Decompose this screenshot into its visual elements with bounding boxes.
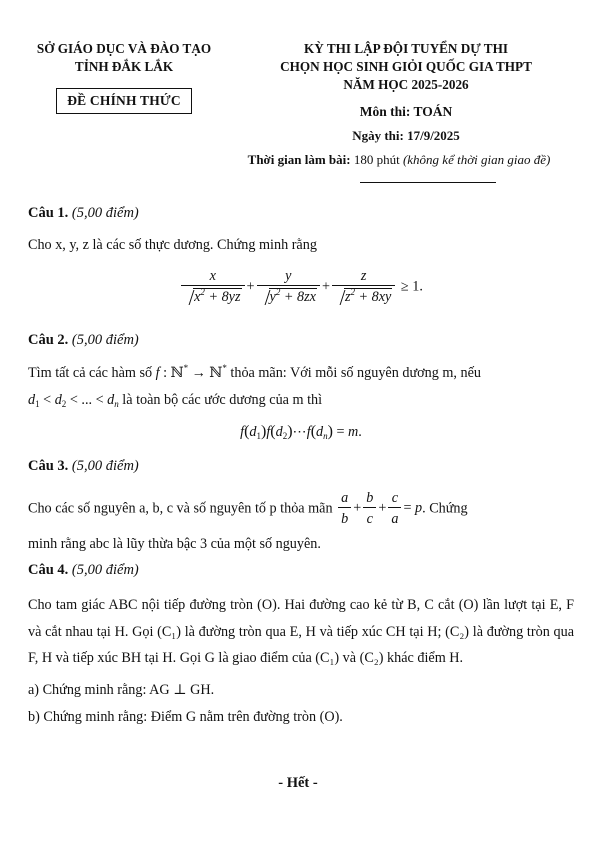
question-2-text-b: thỏa mãn: Với mỗi số nguyên dương m, nếu [230,365,482,381]
question-2 [28,330,574,442]
question-4-label: Câu 4. [28,562,69,578]
exam-title-line2: CHỌN HỌC SINH GIỎI QUỐC GIA THPT [280,59,532,74]
question-3-points: (5,00 điểm) [71,458,139,474]
department-header [26,40,222,114]
question-1-inequality: $\frac{x}{x^2 + 8yz}$ + $\frac{y}{y^2 + 8zx}$ + $\frac{z}{z^2 + 8xy}$ ≥ 1. [28,268,574,306]
question-3-label: Câu 3. [28,458,69,474]
duration-label: Thời gian làm bài: [247,152,351,167]
question-4-part-a: a) Chứng minh rằng: AG ⊥ GH. [28,681,215,698]
end-marker: - Hết - [278,775,318,791]
exam-duration [218,151,580,169]
question-2-text-a: Tìm tất cả các hàm số [28,365,153,381]
question-1-points: (5,00 điểm) [71,205,139,221]
question-4-title [28,560,574,580]
question-3-text-a: Cho các số nguyên a, b, c và số nguyên tố p thỏa mãn [28,500,333,517]
question-3-text [28,490,574,528]
divisor-chain: $d_1 < d_2$ < ... < $d_n$ [28,392,119,409]
question-2-label: Câu 2. [28,332,69,348]
question-4 [28,560,574,727]
question-1-label: Câu 1. [28,205,69,221]
question-4-points: (5,00 điểm) [71,562,139,578]
function-notation: f : ℕ* → ℕ* [155,363,227,381]
question-3-condition: $\frac{a}{b}$ + $\frac{b}{c}$ + $\frac{c}{a}$ = p [336,500,422,516]
department-name: SỞ GIÁO DỤC VÀ ĐÀO TẠO [36,41,212,56]
question-2-title [28,330,574,350]
question-3-title [28,456,574,476]
question-2-text [28,363,574,383]
question-3-text-b: . Chứng [422,500,468,517]
question-1-text: Cho x, y, z là các số thực dương. Chứng minh rằng [28,237,317,253]
question-3 [28,456,574,554]
question-2-text-line2 [28,390,574,410]
exam-date: Ngày thi: 17/9/2025 [352,128,460,143]
question-1-title [28,203,574,223]
question-3-text-c: minh rằng abc là lũy thừa bậc 3 của một số nguyên. [28,536,321,552]
question-4-part-b: b) Chứng minh rằng: Điểm G nằm trên đường tròn (O). [28,708,343,725]
official-stamp-box: ĐỀ CHÍNH THỨC [56,88,192,114]
duration-value: 180 phút [353,152,400,167]
header-divider [360,182,496,183]
question-2-equation: $f(d_1)f(d_2)\cdots f(d_n) = m$. [240,423,362,441]
exam-header [232,40,580,169]
question-1 [28,203,574,306]
school-year: NĂM HỌC 2025-2026 [343,77,469,92]
question-4-text: Cho tam giác ABC nội tiếp đường tròn (O). Hai đường cao kẻ từ B, C cắt (O) lần lượt tại E, F và cắt nhau tại H. Gọi (C₁) là đường tròn qua E, H và tiếp xúc CH tại H; (C₂) là đường tròn qua F, H và tiếp xúc BH tại H. Gọi G là giao điểm của (C₁) và (C₂) khác điểm H. [28,597,574,666]
duration-note: (không kể thời gian giao đề) [402,152,551,167]
question-2-text-c: là toàn bộ các ước dương của m thì [122,392,323,408]
question-2-points: (5,00 điểm) [71,332,139,348]
subject: Môn thi: TOÁN [359,104,453,119]
exam-title-line1: KỲ THI LẬP ĐỘI TUYỂN DỰ THI [304,41,508,56]
province-name: TỈNH ĐẮK LẮK [74,59,174,74]
